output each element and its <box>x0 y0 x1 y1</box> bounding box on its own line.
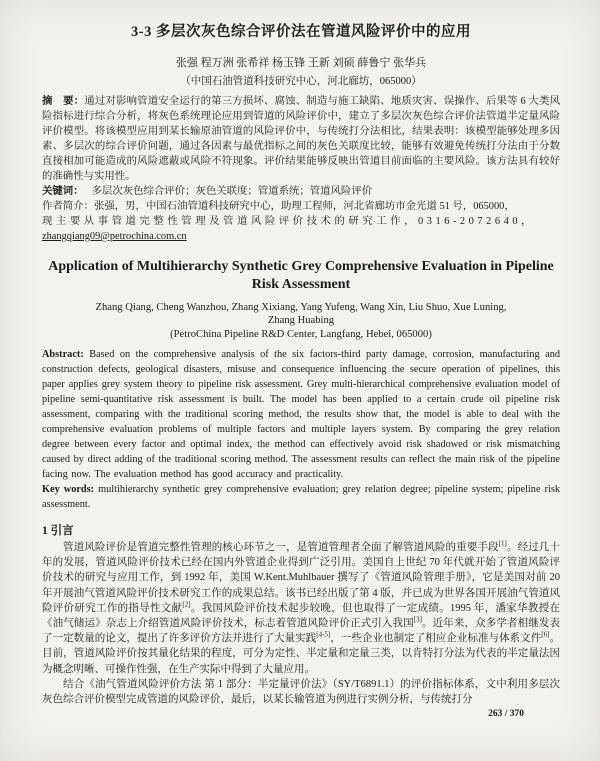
bio-email-link[interactable]: zhangqiang09@petrochina.com.cn <box>42 231 187 242</box>
paper-title-en: Application of Multihierarchy Synthetic Grey Comprehensive Evaluation in Pipeline Risk Assessment <box>48 259 554 292</box>
bio-label: 作者简介： <box>42 201 94 212</box>
abstract-label-cn: 摘 要： <box>42 96 85 107</box>
intro-paragraph-2: 结合《油气管道风险评价方法 第 1 部分：半定量评价法》（SY/T6891.1）的评价指标体系，文中利用多层次灰色综合评价模型完成管道的风险评价，最后，以某长输管道为例进行实例分析，与传统打分 <box>42 678 560 706</box>
abstract-label-en: Abstract: <box>42 349 84 360</box>
keywords-cn <box>42 184 560 199</box>
introduction-section <box>42 540 560 707</box>
bio-text-1: 张强，男，中国石油管道科技研究中心，助理工程师，河北省廊坊市金光道 51 号，065000， <box>93 201 515 212</box>
section-heading-introduction: 1 引言 <box>42 525 74 537</box>
abstract-text-cn: 通过对影响管道安全运行的第三方损坏、腐蚀、制造与施工缺陷、地质灾害、误操作、后果等 6 大类风险指标进行综合分析，将灰色系统理论应用到管道的风险评价中，建立了多层次灰色综合评价法管道半定量风险评价模型。将该模型应用到某长输原油管道的风险评价中，与传统打分法相比，结果表明：该模型能够处理多因素、多层次的综合评价问题，通过各因素与最优指标之间的灰色关联度比较，能够有效避免传统打分法由于分数直接相加可能造成的风险遮蔽或风险不符现象。评价结果能够反映出管道目前面临的主要风险。该方法具有较好的准确性与实用性。 <box>42 96 561 182</box>
bio-line-2: 现主要从事管道完整性管理及管道风险评价技术的研究工作，0316-2072640， <box>42 216 535 227</box>
affiliation-en: (PetroChina Pipeline R&D Center, Langfang, Hebei, 065000) <box>170 329 432 340</box>
keywords-label-cn: 关键词： <box>42 186 84 197</box>
affiliation-cn: （中国石油管道科技研究中心，河北廊坊，065000） <box>180 76 422 87</box>
keywords-label-en: Key words: <box>42 484 95 495</box>
abstract-en <box>42 347 560 482</box>
keywords-text-cn: 多层次灰色综合评价；灰色关联度；管道系统；管道风险评价 <box>91 186 373 197</box>
author-bio <box>42 199 560 244</box>
authors-cn: 张强 程万洲 张希祥 杨玉锋 王新 刘硕 薛鲁宁 张华兵 <box>175 57 427 69</box>
keywords-en <box>42 482 560 512</box>
page-number: 263 / 370 <box>488 709 524 720</box>
bio-line-1 <box>42 199 560 214</box>
chinese-front-matter <box>42 94 560 244</box>
authors-en: Zhang Qiang, Cheng Wanzhou, Zhang Xixiang, Yang Yufeng, Wang Xin, Liu Shuo, Xue Luning, Zhang Huabing <box>95 302 507 326</box>
bio-line-3 <box>42 229 560 244</box>
abstract-cn <box>42 94 560 184</box>
keywords-text-en: multihierarchy synthetic grey comprehensive evaluation; grey relation degree; pipeline system; pipeline risk assessment. <box>42 484 560 510</box>
abstract-text-en: Based on the comprehensive analysis of the six factors-third party damage, corrosion, manufacturing and construction defects, geological disasters, misuse and consequence influencing the secure operation of pipelines, this paper applies grey system theory to pipeline risk assessment. Grey multi-hierarchical comprehensive evaluation model of pipeline semi-quantitative risk assessment is built. The model has been applied to a certain crude oil pipeline risk assessment, comparing with the traditional scoring method, the results show that, the model is able to deal with the comprehensive evaluation problems of multiple factors and multiple layers system. By comparing the grey relation degree between every factor and optimal index, the method can effectively avoid risk shadowed or risk mismatching caused by direct adding of the traditional scoring method. The assessment results can reflect the main risk of the pipeline facing now. The evaluation method has good accuracy and practicality. <box>42 349 560 480</box>
intro-paragraph-1: 管道风险评价是管道完整性管理的核心环节之一，是管道管理者全面了解管道风险的重要手段[1]。经过几十年的发展，管道风险评价技术已经在国内外管道企业得到广泛引用。美国自上世纪 70 年代就开始了管道风险评价技术的研究与应用工作，到 1992 年，美国 W.Kent.Muhlbauer 撰写了《管道风险管理手册》，它是美国对前 20 年开展油气管道风险评价技术研究工作的成果总结。该书已经出版了第 4 版，并已成为世界各国开展油气管道风险评价研究工作的指导性文献[2]。我国风险评价技术起步较晚，但也取得了一定成绩。1995 年，潘家华教授在《油气储运》杂志上介绍管道风险评价技术，标志着管道风险评价正式引入我国[3]。近年来，众多学者相继发表了一定数量的论文，提出了许多评价方法并进行了大量实践[4-5]，一些企业也制定了相应企业标准与体系文件[6]。目前，管道风险评价按其量化结果的程度，可分为定性、半定量和定量三类，以肯特打分法为代表的半定量法因为概念明晰、可操作性强，在生产实际中得到了大量应用。 <box>42 539 561 675</box>
paper-title-cn: 3-3 多层次灰色综合评价法在管道风险评价中的应用 <box>131 24 471 40</box>
